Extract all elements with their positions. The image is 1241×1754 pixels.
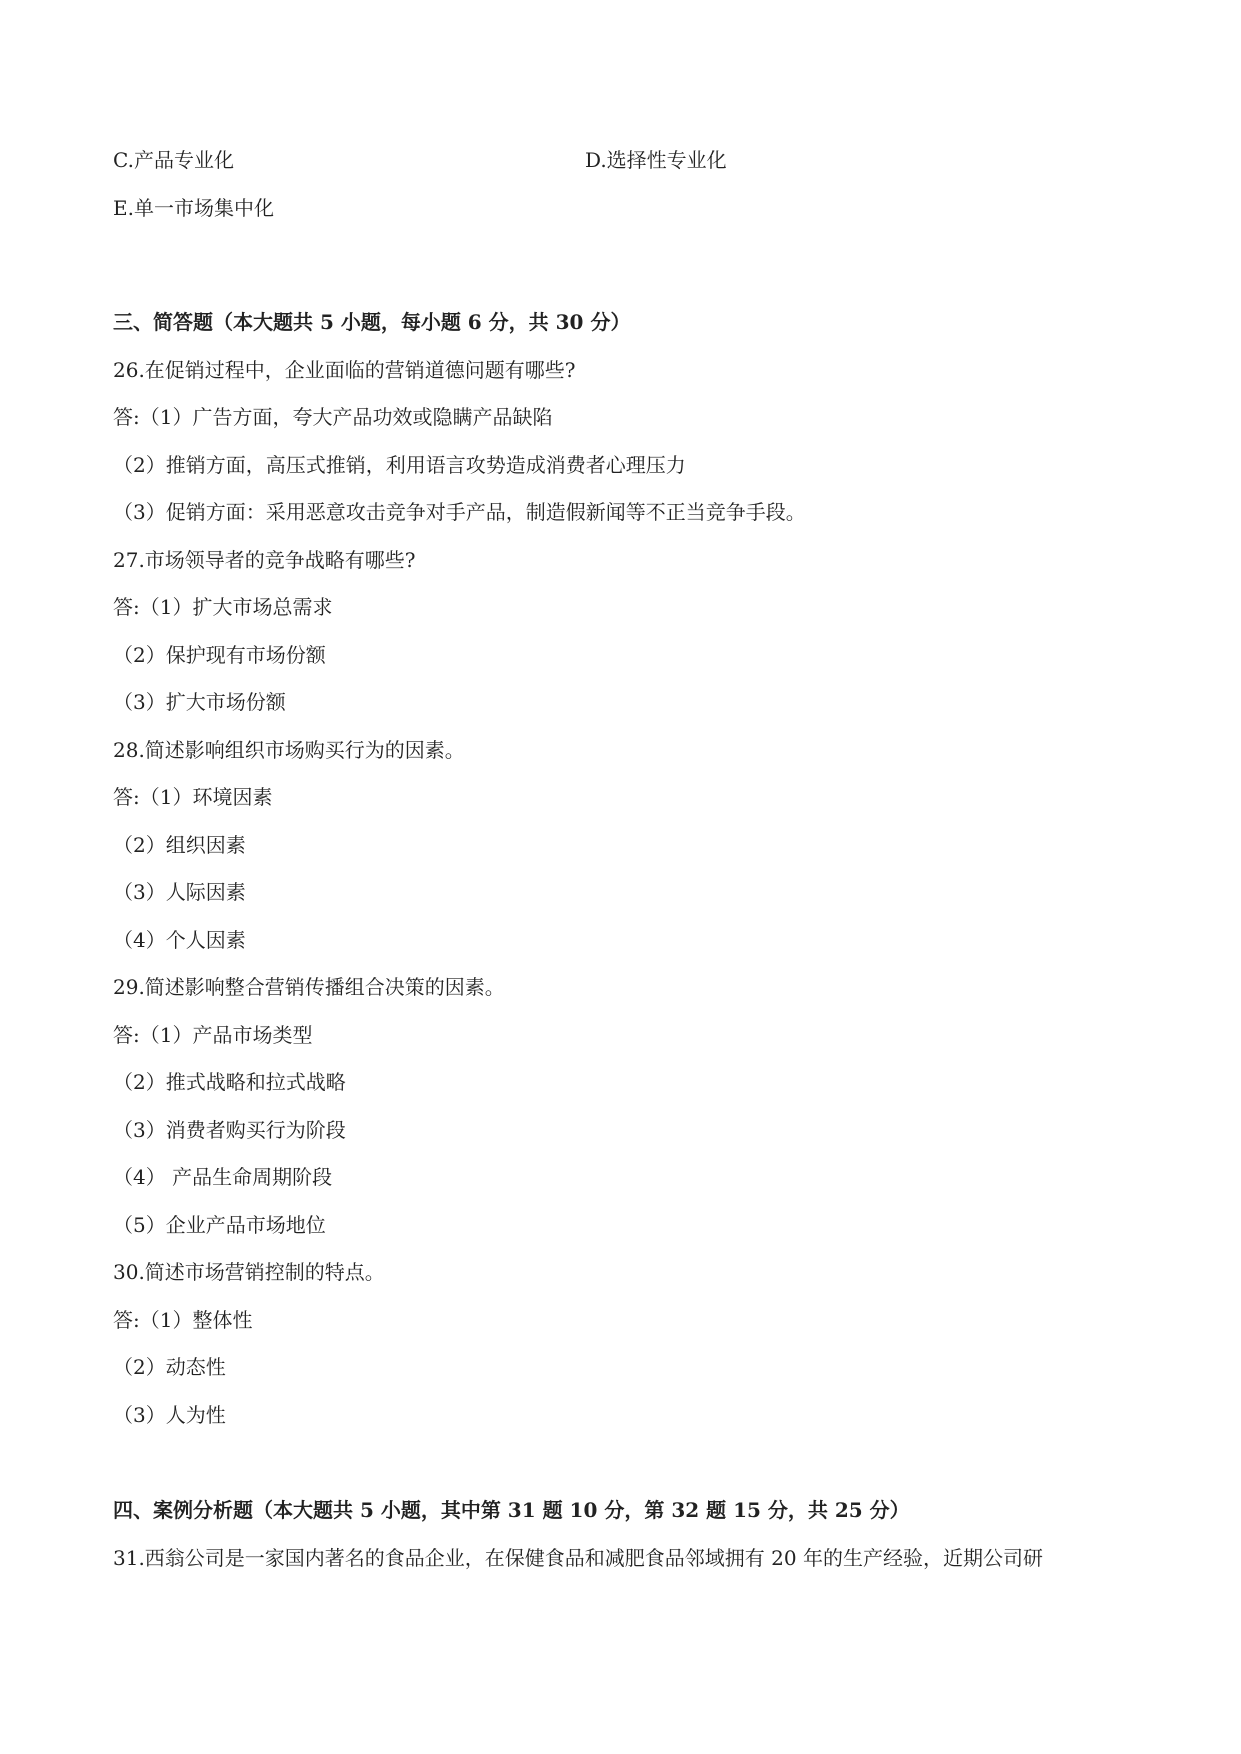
question-29: 29.简述影响整合营销传播组合决策的因素。 [113, 975, 505, 999]
answer-26-1: 答:（1）广告方面，夸大产品功效或隐瞒产品缺陷 [113, 405, 553, 429]
question-30: 30.简述市场营销控制的特点。 [113, 1260, 385, 1284]
answer-27-3: （3）扩大市场份额 [113, 690, 286, 714]
answer-28-4: （4）个人因素 [113, 928, 246, 952]
question-27: 27.市场领导者的竞争战略有哪些? [113, 548, 416, 572]
answer-28-3: （3）人际因素 [113, 880, 246, 904]
answer-30-3: （3）人为性 [113, 1403, 226, 1427]
option-d: D.选择性专业化 [585, 148, 727, 172]
answer-29-2: （2）推式战略和拉式战略 [113, 1070, 346, 1094]
answer-30-2: （2）动态性 [113, 1355, 226, 1379]
answer-29-1: 答:（1）产品市场类型 [113, 1023, 313, 1047]
question-31: 31.西翁公司是一家国内著名的食品企业，在保健食品和减肥食品邻域拥有 20 年的生产经验，近期公司研 [113, 1546, 1043, 1570]
answer-29-3: （3）消费者购买行为阶段 [113, 1118, 346, 1142]
section-4-title: 四、案例分析题（本大题共 5 小题，其中第 31 题 10 分，第 32 题 15 分，共 25 分） [113, 1498, 910, 1522]
question-28: 28.简述影响组织市场购买行为的因素。 [113, 738, 465, 762]
answer-29-5: （5）企业产品市场地位 [113, 1213, 326, 1237]
section-3-title: 三、简答题（本大题共 5 小题，每小题 6 分，共 30 分） [113, 310, 631, 334]
answer-26-2: （2）推销方面，高压式推销，利用语言攻势造成消费者心理压力 [113, 453, 686, 477]
answer-27-1: 答:（1）扩大市场总需求 [113, 595, 333, 619]
answer-27-2: （2）保护现有市场份额 [113, 643, 326, 667]
answer-28-2: （2）组织因素 [113, 833, 246, 857]
option-c: C.产品专业化 [113, 148, 234, 172]
answer-26-3: （3）促销方面：采用恶意攻击竞争对手产品，制造假新闻等不正当竞争手段。 [113, 500, 806, 524]
answer-28-1: 答:（1）环境因素 [113, 785, 273, 809]
question-26: 26.在促销过程中，企业面临的营销道德问题有哪些? [113, 358, 576, 382]
option-e: E.单一市场集中化 [113, 196, 274, 220]
answer-29-4: （4） 产品生命周期阶段 [113, 1165, 333, 1189]
answer-30-1: 答:（1）整体性 [113, 1308, 253, 1332]
